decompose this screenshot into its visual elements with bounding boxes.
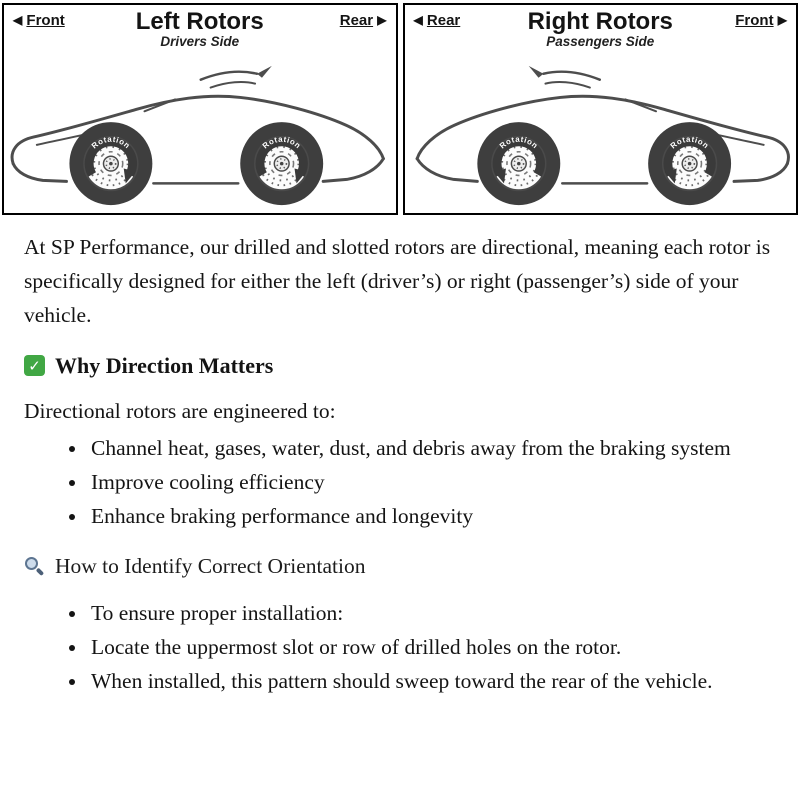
right-rotors-panel (403, 3, 799, 215)
left-panel-subtitle: Drivers Side (160, 34, 240, 50)
car-body (12, 72, 383, 184)
spoiler-flick (528, 66, 543, 78)
arrow-left-icon: ◀ (13, 13, 23, 27)
section-heading-text: How to Identify Correct Orientation (55, 553, 366, 578)
arrow-left-icon: ◀ (413, 13, 423, 27)
check-icon: ✓ (24, 355, 45, 376)
arrow-right-icon: ▶ (377, 13, 387, 27)
section-heading-text: Why Direction Matters (55, 352, 274, 378)
magnifier-icon (24, 556, 44, 576)
rear-wheel (477, 122, 560, 205)
right-panel-header (405, 5, 797, 55)
front-wheel (648, 122, 731, 205)
right-panel-subtitle: Passengers Side (546, 34, 655, 50)
left-car-illustration (4, 55, 396, 211)
left-panel-header (4, 5, 396, 55)
front-direction-label: Front ▶ (735, 12, 787, 29)
left-panel-title: Left Rotors (135, 8, 264, 35)
section1-bullet-list (24, 432, 776, 534)
bullet-item: • Channel heat, gases, water, dust, and debris away from the braking system (88, 432, 776, 466)
rear-direction-label: ◀ Rear (413, 12, 461, 29)
arrow-right-icon: ▶ (777, 13, 787, 27)
svg-text:Rotation: Rotation (497, 134, 540, 151)
car-body (417, 72, 788, 184)
svg-text:Rotation: Rotation (668, 134, 711, 151)
bullet-item: • Enhance braking performance and longevity (88, 500, 776, 534)
front-direction-label: ◀ Front (13, 12, 65, 29)
bullet-item: • Improve cooling efficiency (88, 466, 776, 500)
bullet-item: • To ensure proper installation: (88, 597, 776, 631)
right-panel-title: Right Rotors (527, 8, 673, 35)
svg-text:Rotation: Rotation (89, 134, 132, 151)
front-wheel (69, 122, 152, 205)
bullet-item: • When installed, this pattern should sweep toward the rear of the vehicle. (88, 665, 776, 699)
intro-paragraph: At SP Performance, our drilled and slotted rotors are directional, meaning each rotor is specifically designed for either the left (driver’s) or right (passenger’s) side of your vehicle. (24, 235, 771, 327)
left-rotors-panel (2, 3, 398, 215)
right-car-illustration (405, 55, 797, 211)
article-body (0, 215, 800, 699)
rear-wheel (240, 122, 323, 205)
rear-direction-label: Rear ▶ (339, 12, 387, 29)
section1-lead: Directional rotors are engineered to: (24, 398, 336, 423)
rotor-direction-diagram (0, 0, 800, 215)
section-heading-why-direction-matters (24, 353, 776, 379)
bullet-item: • Locate the uppermost slot or row of drilled holes on the rotor. (88, 631, 776, 665)
section2-bullet-list (24, 597, 776, 699)
svg-text:Rotation: Rotation (260, 134, 303, 151)
spoiler-flick (257, 66, 272, 78)
section-heading-identify-orientation (24, 554, 776, 579)
